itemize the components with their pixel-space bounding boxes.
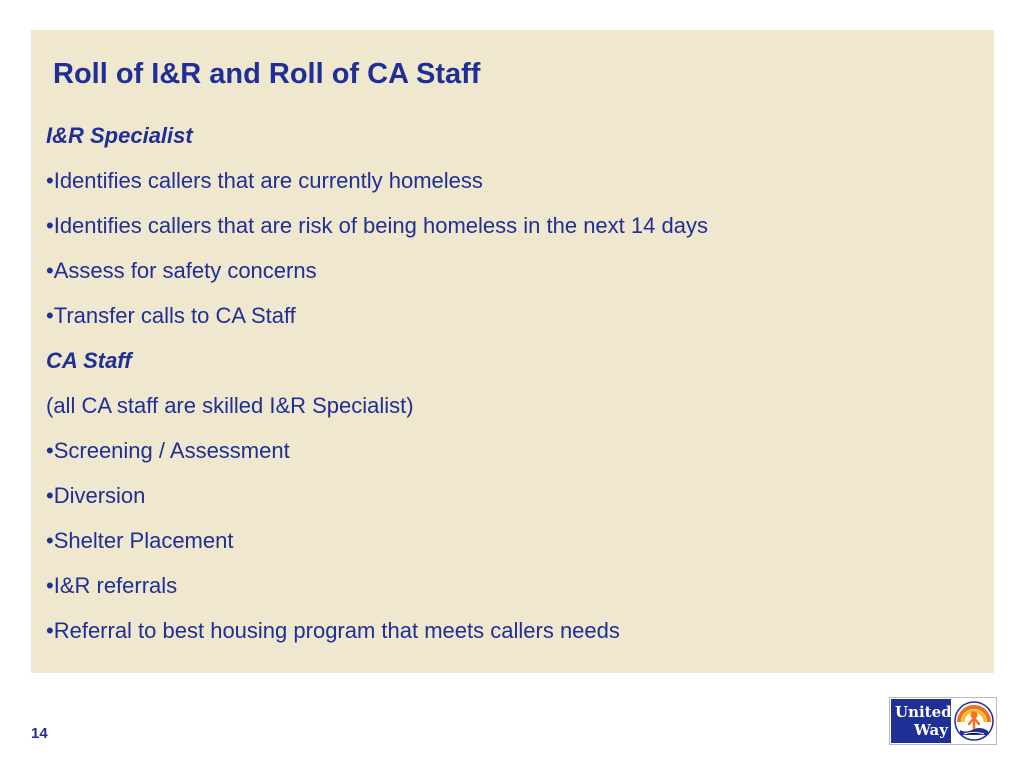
logo-text: [891, 699, 951, 743]
united-way-logo: [889, 697, 997, 745]
section-note: (all CA staff are skilled I&R Specialist): [46, 393, 414, 418]
list-item: •I&R referrals: [46, 573, 178, 598]
section-heading-ir-specialist: I&R Specialist: [46, 123, 193, 148]
list-item: •Assess for safety concerns: [46, 258, 317, 283]
section-heading-ca-staff: CA Staff: [46, 348, 132, 373]
logo-line-1: United: [895, 703, 952, 721]
page-number: 14: [31, 725, 48, 742]
list-item: •Identifies callers that are currently homeless: [46, 168, 483, 193]
slide-content: [46, 121, 976, 661]
list-item: •Referral to best housing program that meets callers needs: [46, 618, 620, 643]
slide-title: Roll of I&R and Roll of CA Staff: [53, 58, 481, 90]
united-way-hand-rainbow-icon: [953, 700, 995, 742]
logo-line-2: Way: [914, 721, 948, 739]
list-item: •Transfer calls to CA Staff: [46, 303, 296, 328]
list-item: •Screening / Assessment: [46, 438, 290, 463]
list-item: •Identifies callers that are risk of being homeless in the next 14 days: [46, 213, 708, 238]
list-item: •Shelter Placement: [46, 528, 234, 553]
list-item: •Diversion: [46, 483, 146, 508]
